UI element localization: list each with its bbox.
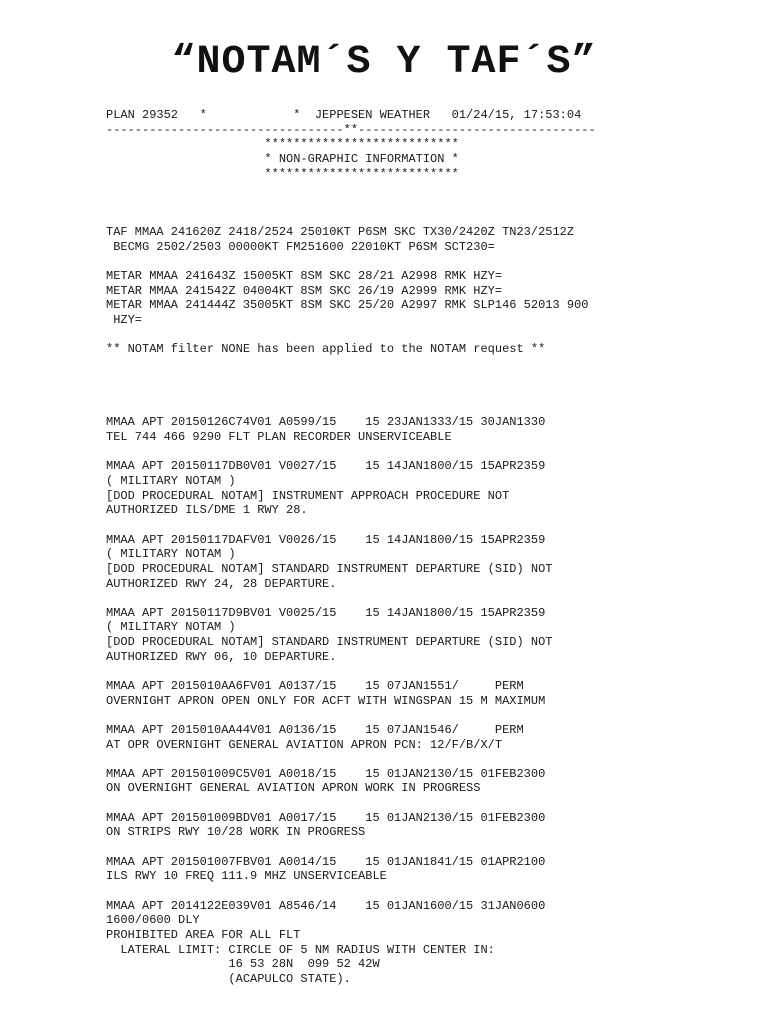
report-line: HZY= xyxy=(106,312,143,327)
page-title: “NOTAM´S Y TAF´S” xyxy=(171,40,597,85)
report-line: ( MILITARY NOTAM ) xyxy=(106,474,236,489)
report-line: METAR MMAA 241444Z 35005KT 8SM SKC 25/20 A2997 RMK SLP146 52013 900 xyxy=(106,298,589,313)
report-line: *************************** xyxy=(106,137,459,152)
report-line xyxy=(106,445,746,460)
report-line: [DOD PROCEDURAL NOTAM] STANDARD INSTRUMENT DEPARTURE (SID) NOT xyxy=(106,635,553,650)
report-line: MMAA APT 201501007FBV01 A0014/15 15 01JAN1841/15 01APR2100 xyxy=(106,854,546,869)
report-line: MMAA APT 2015010AA44V01 A0136/15 15 07JAN1546/ PERM xyxy=(106,722,524,737)
report-line: AUTHORIZED RWY 24, 28 DEPARTURE. xyxy=(106,576,337,591)
report-line: *************************** xyxy=(106,166,459,181)
report-line: AUTHORIZED RWY 06, 10 DEPARTURE. xyxy=(106,649,337,664)
report-line: ILS RWY 10 FREQ 111.9 MHZ UNSERVICEABLE xyxy=(106,869,387,884)
report-line: ** NOTAM filter NONE has been applied to the NOTAM request ** xyxy=(106,342,546,357)
report-line: MMAA APT 20150126C74V01 A0599/15 15 23JAN1333/15 30JAN1330 xyxy=(106,415,546,430)
report-line: ( MILITARY NOTAM ) xyxy=(106,620,236,635)
report-line: (ACAPULCO STATE). xyxy=(106,971,351,986)
report-line: BECMG 2502/2503 00000KT FM251600 22010KT P6SM SCT230= xyxy=(106,239,495,254)
report-line xyxy=(106,884,746,899)
report-line xyxy=(106,752,746,767)
report-line: PLAN 29352 * * JEPPESEN WEATHER 01/24/15, 17:53:04 xyxy=(106,108,582,122)
report-line: PROHIBITED AREA FOR ALL FLT xyxy=(106,927,301,942)
report-line xyxy=(106,664,746,679)
report-line xyxy=(106,328,746,343)
report-line: MMAA APT 201501009C5V01 A0018/15 15 01JAN2130/15 01FEB2300 xyxy=(106,766,546,781)
report-line: MMAA APT 2014122E039V01 A8546/14 15 01JAN1600/15 31JAN0600 xyxy=(106,898,546,913)
report-line xyxy=(106,210,746,225)
report-line: 16 53 28N 099 52 42W xyxy=(106,957,380,972)
report-line: MMAA APT 20150117DB0V01 V0027/15 15 14JAN1800/15 15APR2359 xyxy=(106,459,546,474)
report-line: MMAA APT 2015010AA6FV01 A0137/15 15 07JAN1551/ PERM xyxy=(106,678,524,693)
report-line: ( MILITARY NOTAM ) xyxy=(106,547,236,562)
report-line xyxy=(106,386,746,401)
report-line: METAR MMAA 241542Z 04004KT 8SM SKC 26/19 A2999 RMK HZY= xyxy=(106,283,503,298)
report-line: MMAA APT 201501009BDV01 A0017/15 15 01JAN2130/15 01FEB2300 xyxy=(106,810,546,825)
report-line: TAF MMAA 241620Z 2418/2524 25010KT P6SM SKC TX30/2420Z TN23/2512Z xyxy=(106,225,575,240)
report-line: ---------------------------------**--------------------------------- xyxy=(106,122,596,137)
report-line xyxy=(106,357,746,372)
report-line: [DOD PROCEDURAL NOTAM] INSTRUMENT APPROACH PROCEDURE NOT xyxy=(106,488,510,503)
report-line: MMAA APT 20150117DAFV01 V0026/15 15 14JAN1800/15 15APR2359 xyxy=(106,532,546,547)
report-line xyxy=(106,708,746,723)
report-line: * NON-GRAPHIC INFORMATION * xyxy=(106,151,459,166)
report-line xyxy=(106,796,746,811)
report-line: AUTHORIZED ILS/DME 1 RWY 28. xyxy=(106,503,308,518)
report-line: ON OVERNIGHT GENERAL AVIATION APRON WORK IN PROGRESS xyxy=(106,781,481,796)
report-line xyxy=(106,181,746,196)
report-line xyxy=(106,372,746,387)
report-line: [DOD PROCEDURAL NOTAM] STANDARD INSTRUMENT DEPARTURE (SID) NOT xyxy=(106,561,553,576)
report-line xyxy=(106,840,746,855)
report-line: METAR MMAA 241643Z 15005KT 8SM SKC 28/21 A2998 RMK HZY= xyxy=(106,269,503,284)
report-line: LATERAL LIMIT: CIRCLE OF 5 NM RADIUS WITH CENTER IN: xyxy=(106,942,495,957)
notam-taf-report xyxy=(106,108,746,986)
report-line xyxy=(106,254,746,269)
report-line: TEL 744 466 9290 FLT PLAN RECORDER UNSERVICEABLE xyxy=(106,430,452,445)
report-line: MMAA APT 20150117D9BV01 V0025/15 15 14JAN1800/15 15APR2359 xyxy=(106,605,546,620)
report-line xyxy=(106,196,746,211)
report-line xyxy=(106,518,746,533)
report-line xyxy=(106,591,746,606)
report-line: 1600/0600 DLY xyxy=(106,913,200,928)
report-line: AT OPR OVERNIGHT GENERAL AVIATION APRON PCN: 12/F/B/X/T xyxy=(106,737,503,752)
report-line xyxy=(106,401,746,416)
report-line: ON STRIPS RWY 10/28 WORK IN PROGRESS xyxy=(106,825,366,840)
report-line: OVERNIGHT APRON OPEN ONLY FOR ACFT WITH WINGSPAN 15 M MAXIMUM xyxy=(106,693,546,708)
